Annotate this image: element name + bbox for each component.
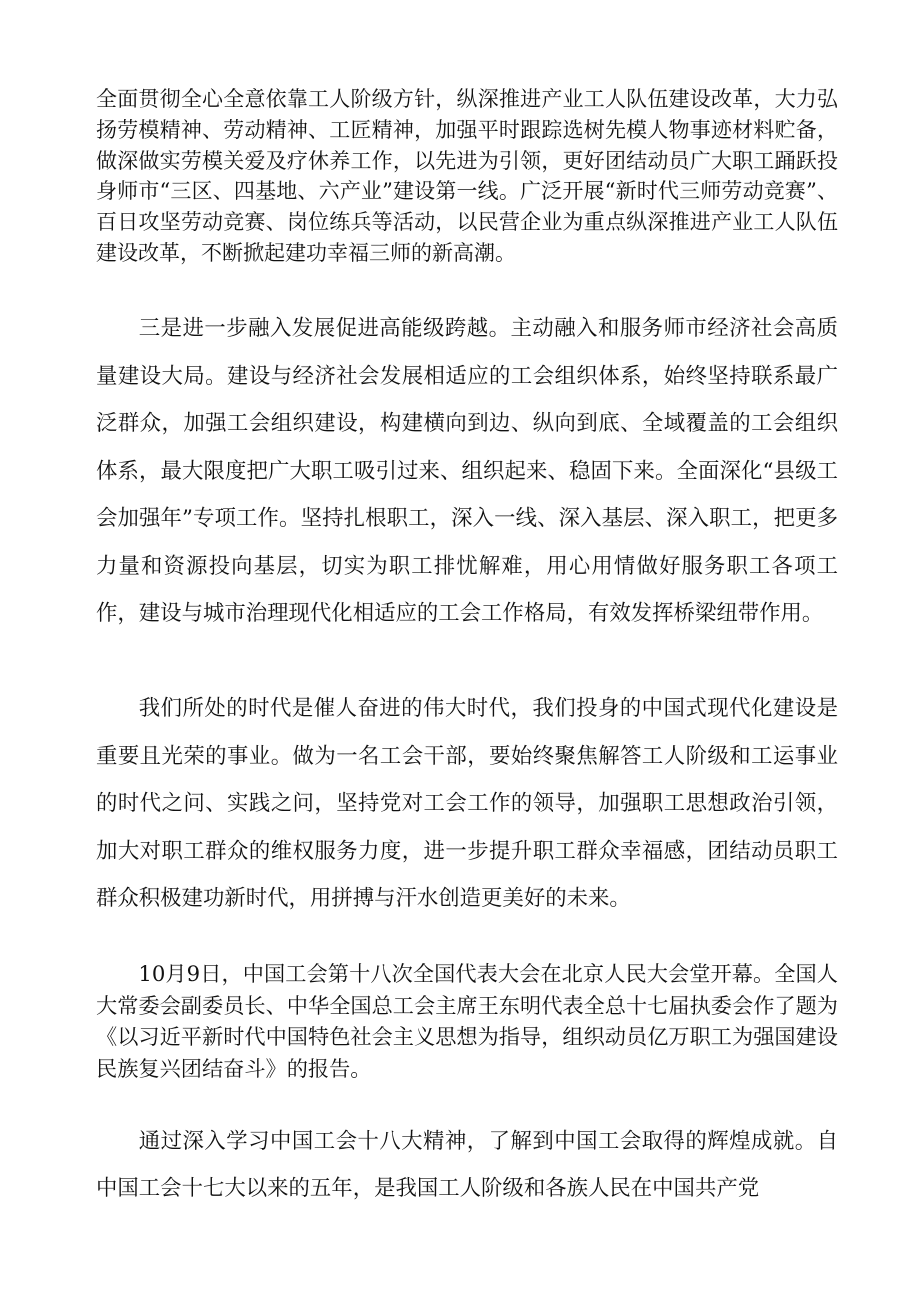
paragraph-labor-model: 全面贯彻全心全意依靠工人阶级方针，纵深推进产业工人队伍建设改革，大力弘扬劳模精神、劳动精神、工匠精神，加强平时跟踪选树先模人物事迹材料贮备，做深做实劳模关爱及疗休养工作，以先进为引领，更好团结动员广大职工踊跃投身师市“三区、四基地、六产业”建设第一线。广泛开展“新时代三师劳动竞赛”、百日攻坚劳动竞赛、岗位练兵等活动，以民营企业为重点纵深推进产业工人队伍建设改革，不断掀起建功幸福三师的新高潮。 xyxy=(96,87,838,265)
paragraph-congress-opening: 10月9日，中国工会第十八次全国代表大会在北京人民大会堂开幕。全国人大常委会副委员长、中华全国总工会主席王东明代表全总十七届执委会作了题为《以习近平新时代中国特色社会主义思想为指导，组织动员亿万职工为强国建设民族复兴团结奋斗》的报告。 xyxy=(96,961,838,1081)
paragraph-era: 我们所处的时代是催人奋进的伟大时代，我们投身的中国式现代化建设是重要且光荣的事业。做为一名工会干部，要始终聚焦解答工人阶级和工运事业的时代之问、实践之问，坚持党对工会工作的领导，加强职工思想政治引领，加大对职工群众的维权服务力度，进一步提升职工群众幸福感，团结动员职工群众积极建功新时代，用拼搏与汗水创造更美好的未来。 xyxy=(96,696,838,911)
paragraph-study: 通过深入学习中国工会十八大精神，了解到中国工会取得的辉煌成就。自中国工会十七大以来的五年，是我国工人阶级和各族人民在中国共产党 xyxy=(96,1129,838,1201)
paragraph-third-point: 三是进一步融入发展促进高能级跨越。主动融入和服务师市经济社会高质量建设大局。建设与经济社会发展相适应的工会组织体系，始终坚持联系最广泛群众，加强工会组织建设，构建横向到边、纵向到底、全域覆盖的工会组织体系，最大限度把广大职工吸引过来、组织起来、稳固下来。全面深化“县级工会加强年”专项工作。坚持扎根职工，深入一线、深入基层、深入职工，把更多力量和资源投向基层，切实为职工排忧解难，用心用情做好服务职工各项工作，建设与城市治理现代化相适应的工会工作格局，有效发挥桥梁纽带作用。 xyxy=(96,316,838,626)
